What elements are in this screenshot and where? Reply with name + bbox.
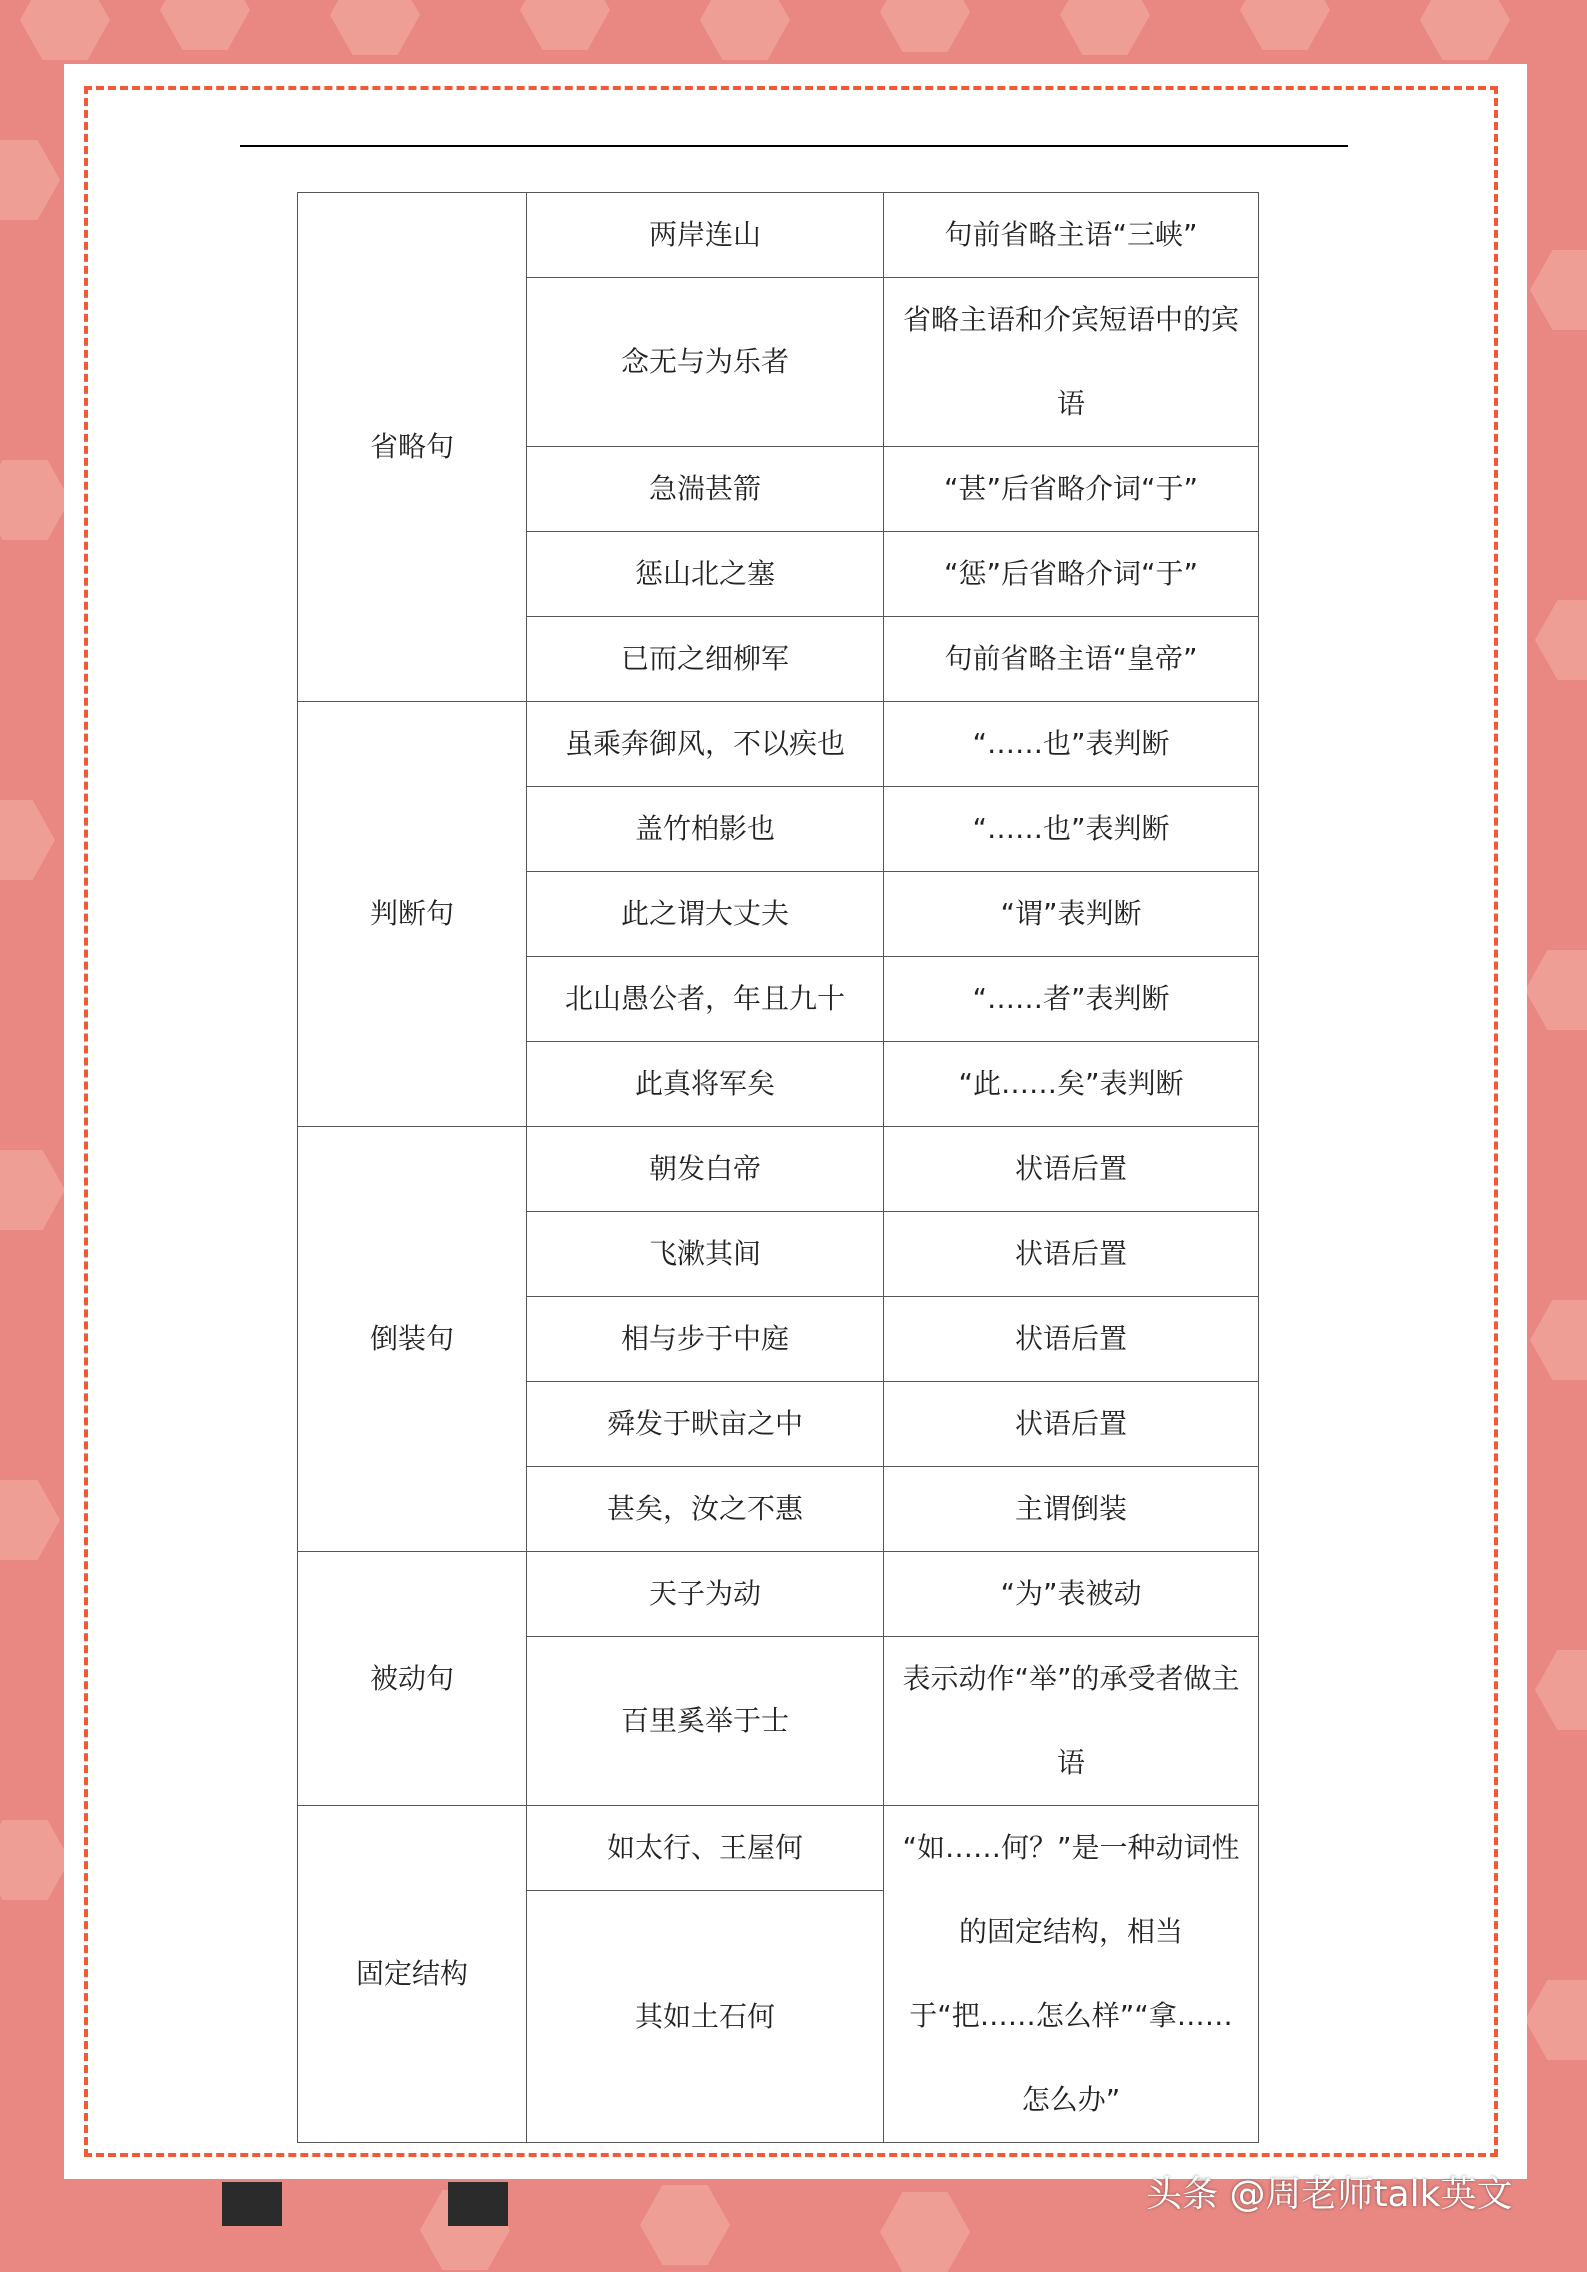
note-cell: “此……矣”表判断 xyxy=(884,1042,1259,1127)
note-cell: “为”表被动 xyxy=(884,1552,1259,1637)
example-cell: 相与步于中庭 xyxy=(527,1297,884,1382)
example-cell: 急湍甚箭 xyxy=(527,447,884,532)
category-cell: 固定结构 xyxy=(298,1806,527,2143)
note-cell: “甚”后省略介词“于” xyxy=(884,447,1259,532)
watermark: 头条 @周老师talk英文 xyxy=(1146,2174,1513,2215)
example-cell: 虽乘奔御风，不以疾也 xyxy=(527,702,884,787)
decor-hexagon xyxy=(700,0,790,60)
example-cell: 此之谓大丈夫 xyxy=(527,872,884,957)
note-cell: “……也”表判断 xyxy=(884,787,1259,872)
note-cell: “惩”后省略介词“于” xyxy=(884,532,1259,617)
grammar-table xyxy=(297,192,1259,2143)
decor-hexagon xyxy=(1525,1980,1587,2060)
decor-hexagon xyxy=(1530,250,1587,330)
example-cell: 此真将军矣 xyxy=(527,1042,884,1127)
example-cell: 惩山北之塞 xyxy=(527,532,884,617)
note-cell: “……者”表判断 xyxy=(884,957,1259,1042)
decor-hexagon xyxy=(1420,0,1510,60)
table-row xyxy=(298,1806,1259,1891)
decor-hexagon xyxy=(880,0,970,52)
note-cell: 状语后置 xyxy=(884,1212,1259,1297)
decor-hexagon xyxy=(0,1150,65,1230)
decor-hexagon xyxy=(0,140,60,220)
note-cell: “……也”表判断 xyxy=(884,702,1259,787)
note-cell: 省略主语和介宾短语中的宾语 xyxy=(884,278,1259,447)
decor-hexagon xyxy=(0,460,70,540)
decor-hexagon xyxy=(1535,600,1587,680)
note-cell: 状语后置 xyxy=(884,1127,1259,1212)
category-cell: 倒装句 xyxy=(298,1127,527,1552)
decor-hexagon xyxy=(20,0,110,60)
decor-hexagon xyxy=(0,1480,60,1560)
note-cell: 句前省略主语“皇帝” xyxy=(884,617,1259,702)
example-cell: 如太行、王屋何 xyxy=(527,1806,884,1891)
decor-leg xyxy=(222,2182,282,2226)
decor-hexagon xyxy=(640,2185,730,2265)
example-cell: 飞漱其间 xyxy=(527,1212,884,1297)
example-cell: 舜发于畎亩之中 xyxy=(527,1382,884,1467)
decor-hexagon xyxy=(0,800,55,880)
example-cell: 百里奚举于士 xyxy=(527,1637,884,1806)
decor-hexagon xyxy=(1060,0,1150,55)
top-rule xyxy=(240,145,1348,147)
note-cell: “如……何？”是一种动词性的固定结构，相当于“把……怎么样”“拿……怎么办” xyxy=(884,1806,1259,2143)
example-cell: 盖竹柏影也 xyxy=(527,787,884,872)
example-cell: 两岸连山 xyxy=(527,193,884,278)
note-cell: 状语后置 xyxy=(884,1382,1259,1467)
decor-hexagon xyxy=(0,1820,70,1900)
example-cell: 北山愚公者，年且九十 xyxy=(527,957,884,1042)
example-cell: 朝发白帝 xyxy=(527,1127,884,1212)
decor-hexagon xyxy=(1530,1300,1587,1380)
note-cell: 主谓倒装 xyxy=(884,1467,1259,1552)
example-cell: 天子为动 xyxy=(527,1552,884,1637)
decor-leg xyxy=(448,2182,508,2226)
decor-hexagon xyxy=(880,2192,970,2272)
note-cell: 句前省略主语“三峡” xyxy=(884,193,1259,278)
example-cell: 已而之细柳军 xyxy=(527,617,884,702)
category-cell: 省略句 xyxy=(298,193,527,702)
decor-hexagon xyxy=(1240,0,1330,50)
decor-hexagon xyxy=(520,0,610,50)
decor-hexagon xyxy=(160,0,250,50)
category-cell: 判断句 xyxy=(298,702,527,1127)
note-cell: 表示动作“举”的承受者做主语 xyxy=(884,1637,1259,1806)
decor-hexagon xyxy=(1535,1650,1587,1730)
note-cell: 状语后置 xyxy=(884,1297,1259,1382)
example-cell: 念无与为乐者 xyxy=(527,278,884,447)
table-row xyxy=(298,1127,1259,1212)
example-cell: 甚矣，汝之不惠 xyxy=(527,1467,884,1552)
category-cell: 被动句 xyxy=(298,1552,527,1806)
decor-hexagon xyxy=(1525,950,1587,1030)
table-row xyxy=(298,702,1259,787)
example-cell: 其如土石何 xyxy=(527,1891,884,2143)
table-row xyxy=(298,1552,1259,1637)
decor-hexagon xyxy=(330,0,420,55)
note-cell: “谓”表判断 xyxy=(884,872,1259,957)
table-row xyxy=(298,193,1259,278)
